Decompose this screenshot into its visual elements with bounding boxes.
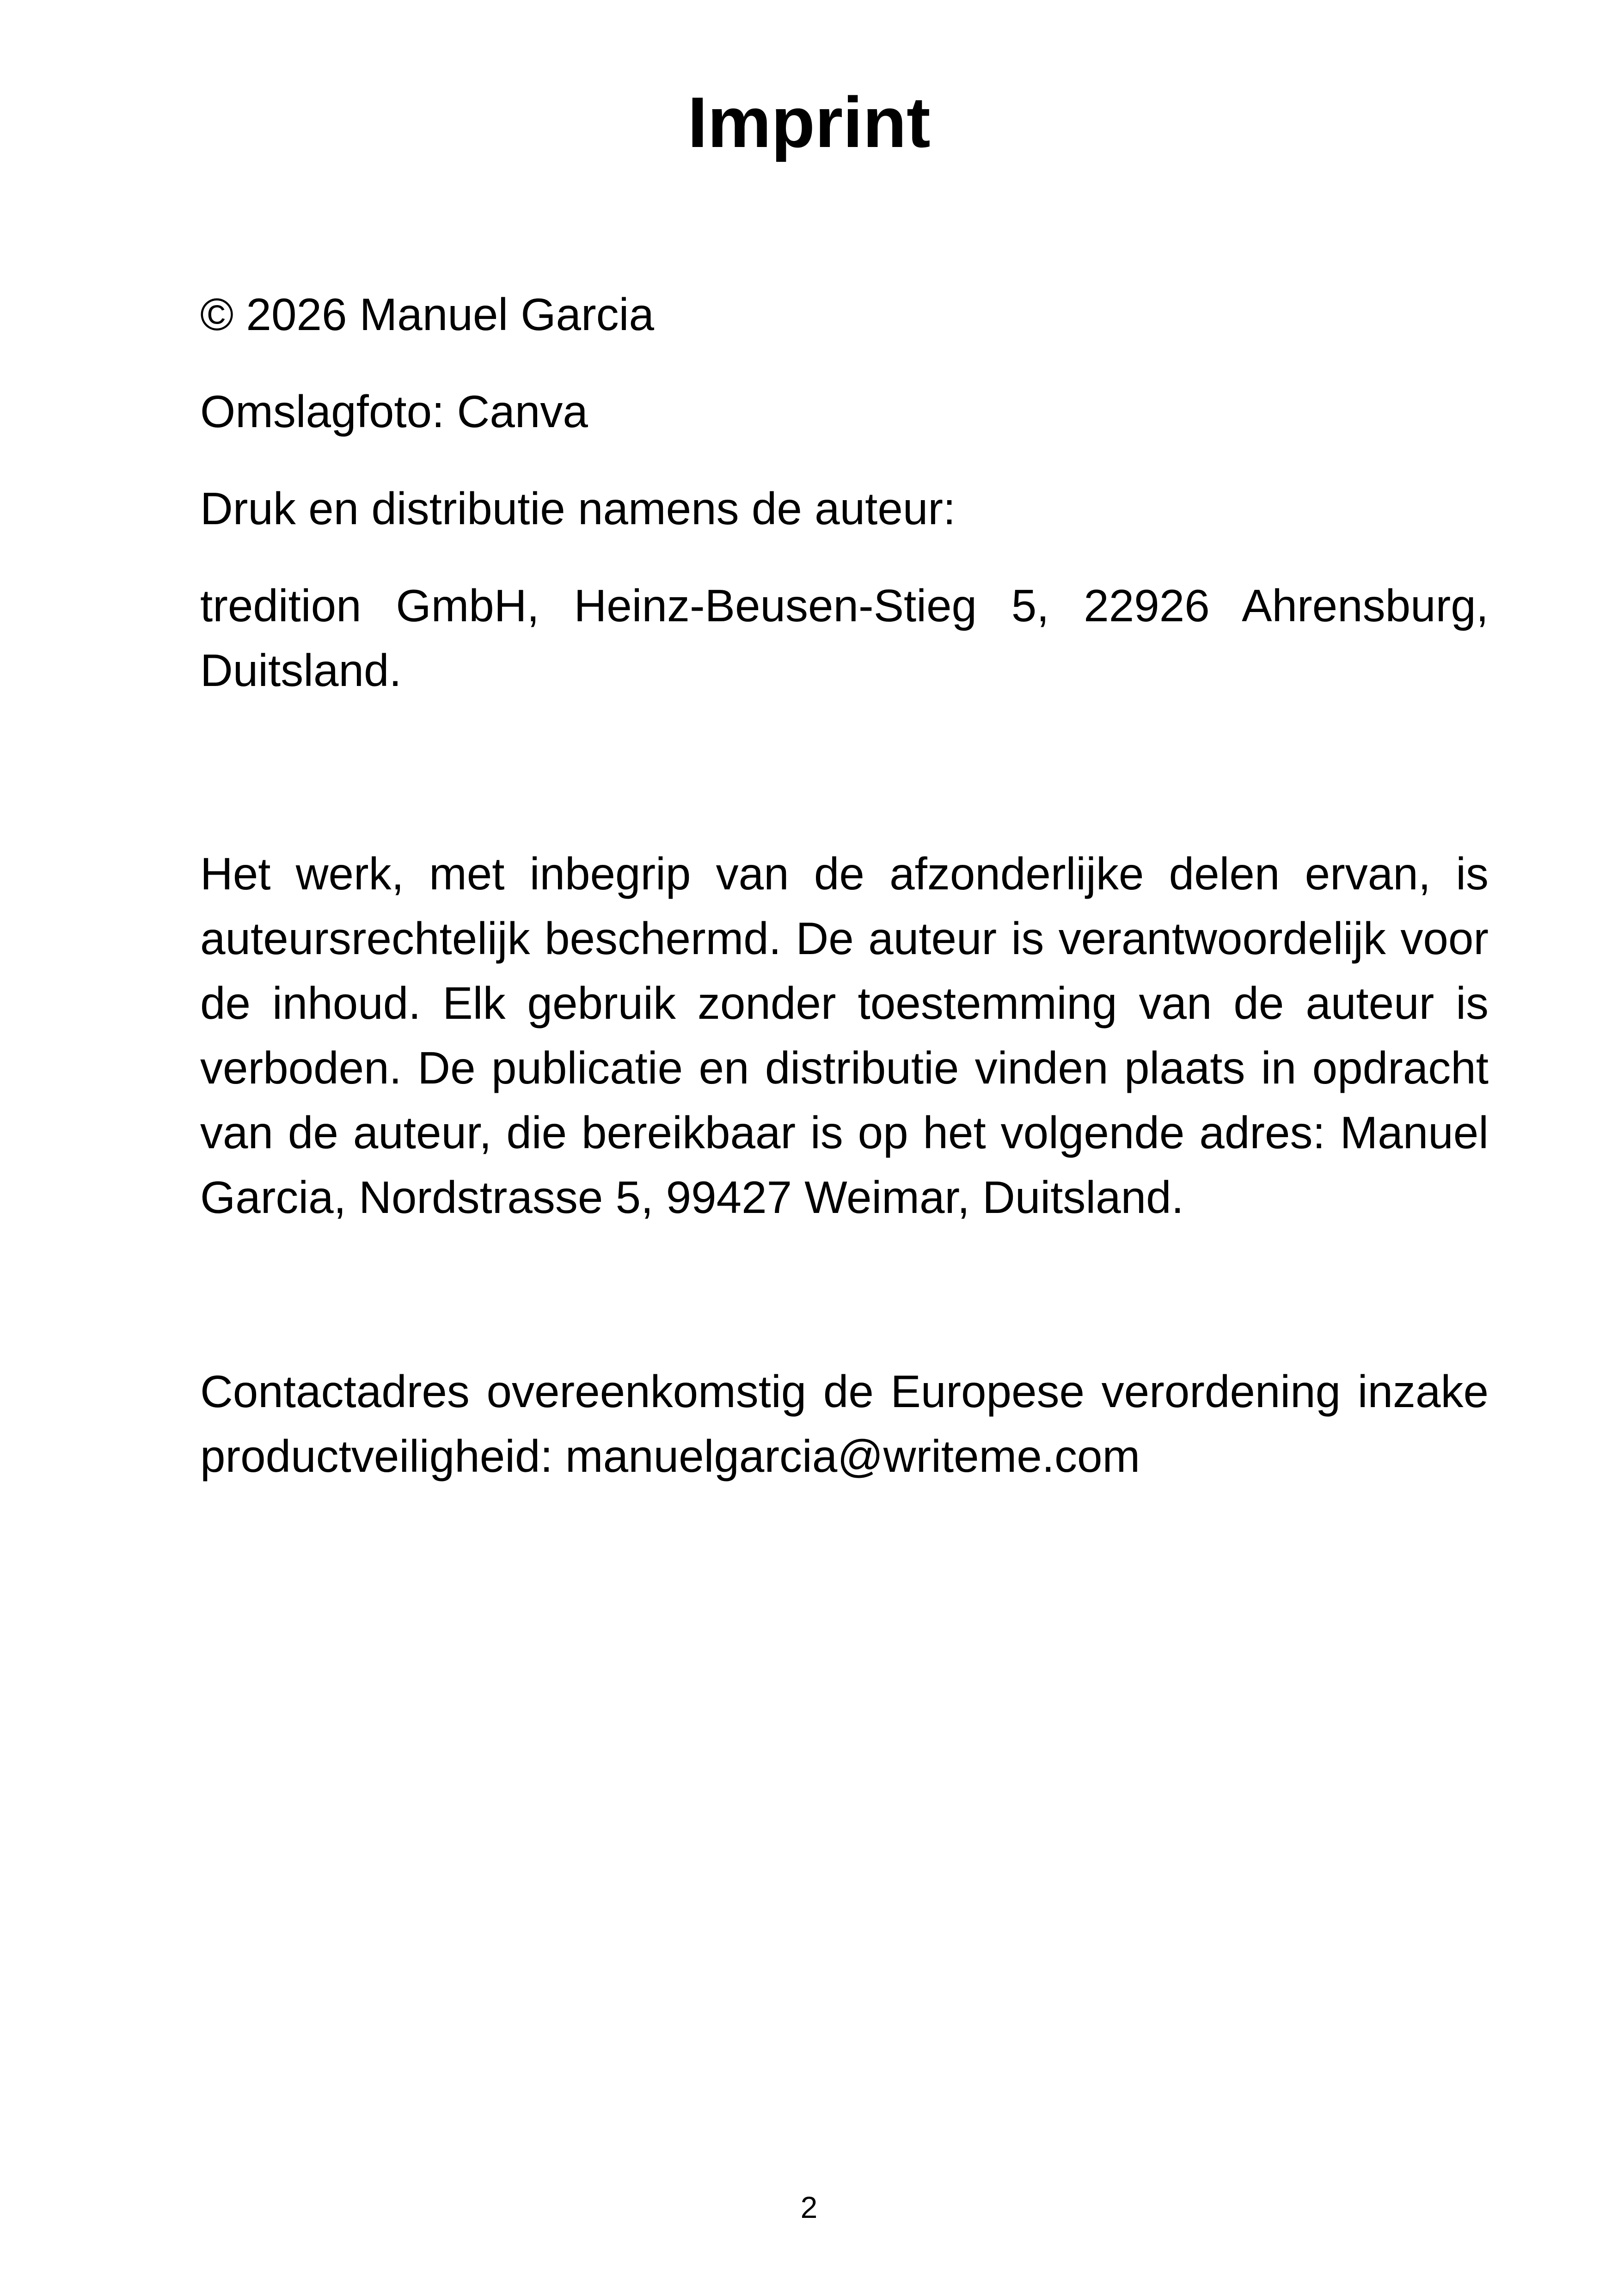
- print-distribution-line: Druk en distributie namens de auteur:: [200, 483, 956, 534]
- cover-photo-credit: Omslagfoto: Canva: [200, 386, 588, 437]
- copyright-line: © 2026 Manuel Garcia: [200, 289, 654, 340]
- publisher-address: tredition GmbH, Heinz-Beusen-Stieg 5, 22926 Ahrensburg, Duitsland.: [200, 580, 1489, 696]
- rights-notice: Het werk, met inbegrip van de afzonderlijke delen ervan, is auteursrechtelijk beschermd. De auteur is verantwoordelijk voor de inhoud. Elk gebruik zonder toestemming van de auteur is verboden. De publicatie en distributie vinden plaats in opdracht van de auteur, die bereikbaar is op het volgende adres: Manuel Garcia, Nordstrasse 5, 99427 Weimar, Duitsland.: [200, 848, 1489, 1223]
- contact-notice: Contactadres overeenkomstig de Europese verordening inzake productveiligheid: manuelgarcia@writeme.com: [200, 1366, 1489, 1482]
- page-number: 2: [800, 2190, 818, 2224]
- imprint-body: [200, 282, 1489, 1488]
- page-title: Imprint: [687, 82, 931, 162]
